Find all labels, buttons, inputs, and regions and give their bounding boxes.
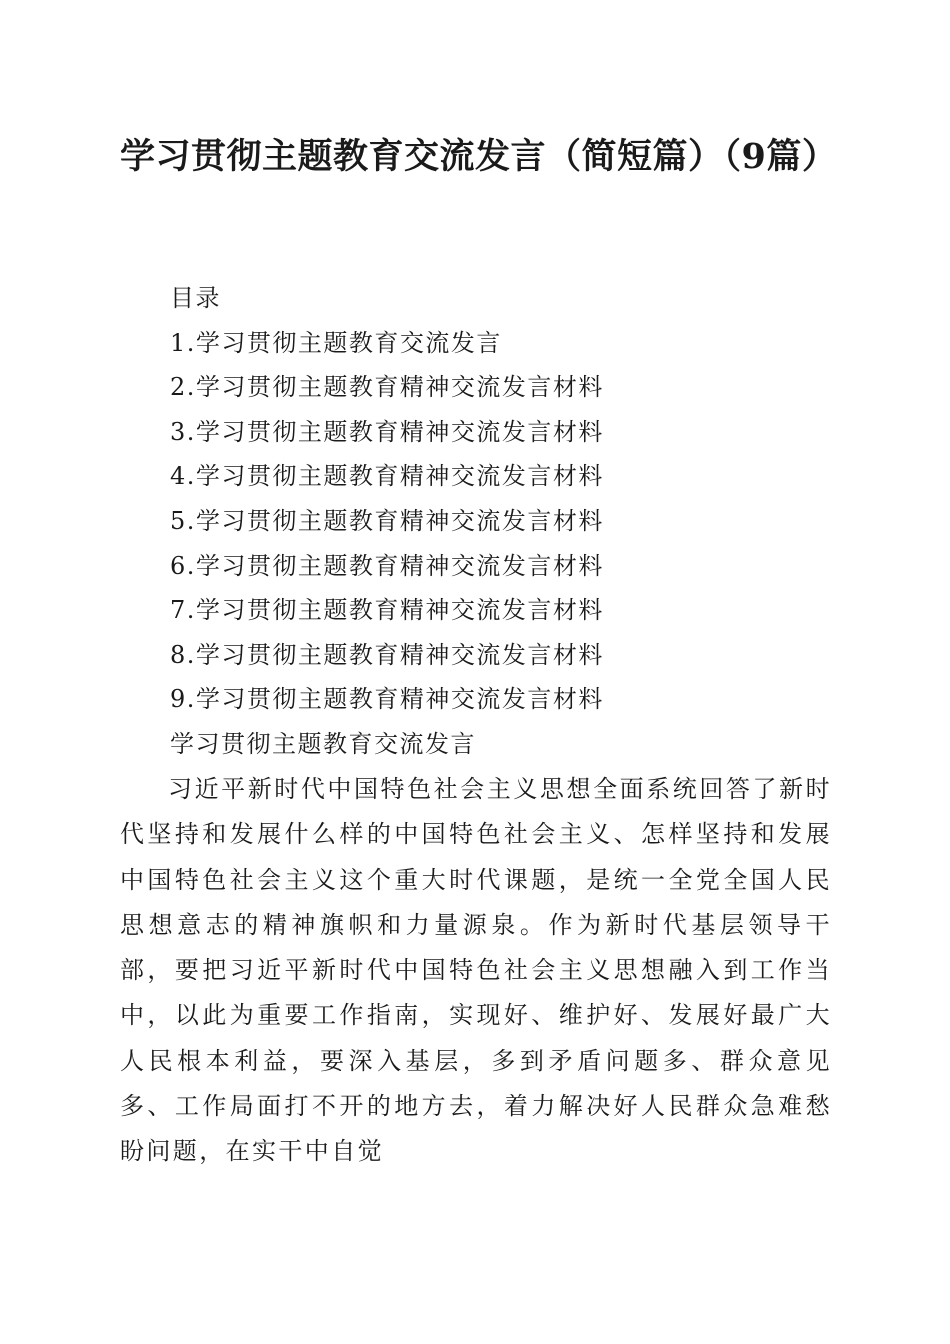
toc-item-3: 3.学习贯彻主题教育精神交流发言材料 [170, 417, 604, 446]
toc-item-7: 7.学习贯彻主题教育精神交流发言材料 [170, 596, 604, 625]
toc-item-1: 1.学习贯彻主题教育交流发言 [170, 328, 502, 357]
body-paragraph: 习近平新时代中国特色社会主义思想全面系统回答了新时代坚持和发展什么样的中国特色社会主义、怎样坚持和发展中国特色社会主义这个重大时代课题，是统一全党全国人民思想意志的精神旗帜和力量源泉。作为新时代基层领导干部，要把习近平新时代中国特色社会主义思想融入到工作当中，以此为重要工作指南，实现好、维护好、发展好最广大人民根本利益，要深入基层，多到矛盾问题多、群众意见多、工作局面打不开的地方去，着力解决好人民群众急难愁盼问题，在实干中自觉 [120, 775, 832, 1166]
toc-heading: 目录 [170, 284, 221, 312]
table-of-contents [170, 276, 850, 722]
toc-item-9: 9.学习贯彻主题教育精神交流发言材料 [170, 685, 604, 714]
section-heading: 学习贯彻主题教育交流发言 [170, 730, 476, 758]
document-title: 学习贯彻主题教育交流发言（简短篇）（9篇） [120, 136, 838, 177]
toc-item-8: 8.学习贯彻主题教育精神交流发言材料 [170, 640, 604, 669]
toc-item-6: 6.学习贯彻主题教育精神交流发言材料 [170, 551, 604, 580]
toc-item-2: 2.学习贯彻主题教育精神交流发言材料 [170, 373, 604, 402]
toc-item-5: 5.学习贯彻主题教育精神交流发言材料 [170, 506, 604, 535]
toc-item-4: 4.学习贯彻主题教育精神交流发言材料 [170, 462, 604, 491]
